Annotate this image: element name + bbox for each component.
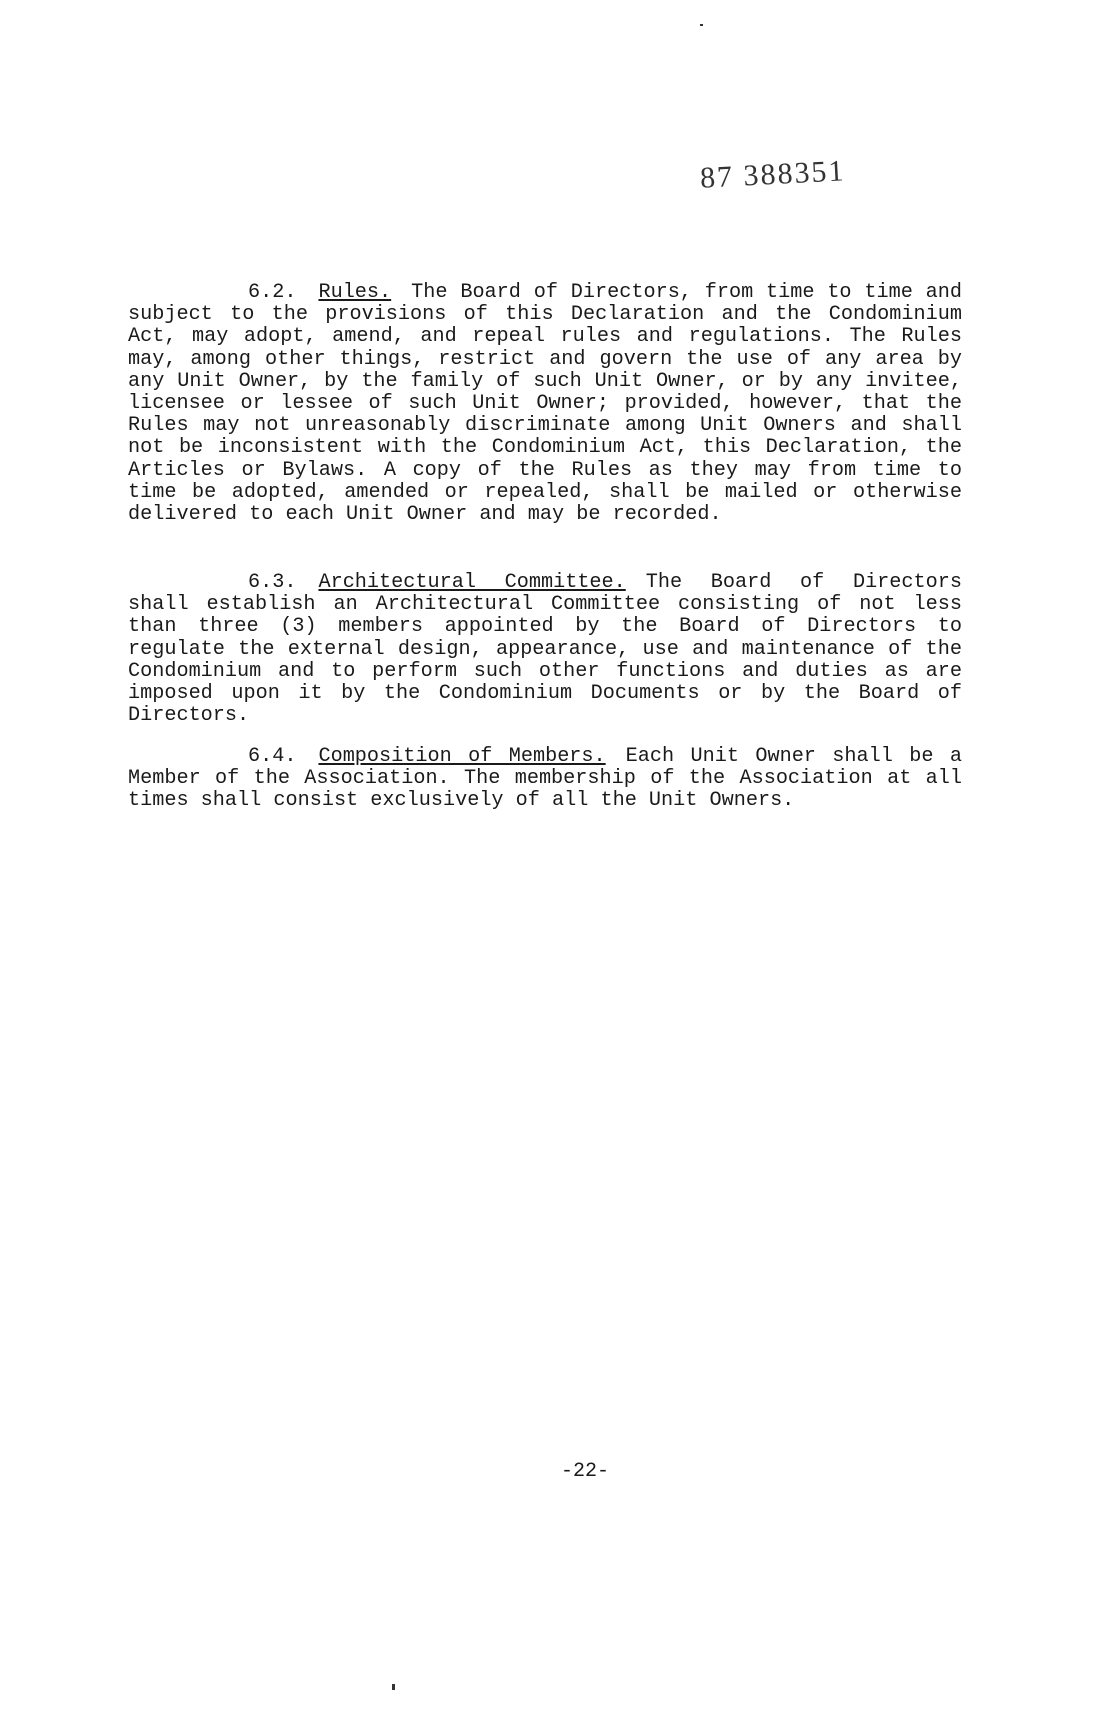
section-6-3 bbox=[128, 572, 962, 727]
scan-speck-top bbox=[700, 24, 703, 26]
page-number: -22- bbox=[560, 1460, 609, 1483]
section-title: Architectural Committee. bbox=[318, 571, 626, 594]
section-title: Rules. bbox=[318, 281, 392, 304]
section-title: Composition of Members. bbox=[318, 745, 606, 768]
section-body: The Board of Directors, from time to time and subject to the provisions of this Declaration and the Condominium Act, may adopt, amend, and repeal rules and regulations. The Rules may, among other things, restrict and govern the use of any area by any Unit Owner, by the family of such Unit Owner, or by any invitee, licensee or lessee of such Unit Owner; provided, however, that the Rules may not unreasonably discriminate among Unit Owners and shall not be inconsistent with the Condominium Act, this Declaration, the Articles or Bylaws. A copy of the Rules as they may from time to time be adopted, amended or repealed, shall be mailed or otherwise delivered to each Unit Owner and may be recorded. bbox=[128, 281, 962, 527]
section-body: Each Unit Owner shall be a Member of the Association. The membership of the Association at all times shall consist exclusively of all the Unit Owners. bbox=[128, 745, 962, 813]
section-paragraph bbox=[128, 746, 962, 813]
section-paragraph bbox=[128, 282, 962, 526]
section-number: 6.2. bbox=[248, 281, 297, 304]
section-6-2 bbox=[128, 282, 962, 526]
section-number: 6.4. bbox=[248, 745, 297, 768]
section-paragraph bbox=[128, 572, 962, 727]
section-number: 6.3. bbox=[248, 571, 297, 594]
section-6-4 bbox=[128, 746, 962, 813]
scan-speck-bottom bbox=[392, 1684, 395, 1690]
recording-number-stamp: 87 388351 bbox=[699, 154, 847, 195]
section-body: The Board of Directors shall establish an Architectural Committee consisting of not less than three (3) members appointed by the Board of Directors to regulate the external design, appearance, use and maintenance of the Condominium and to perform such other functions and duties as are imposed upon it by the Condominium Documents or by the Board of Directors. bbox=[128, 571, 962, 728]
